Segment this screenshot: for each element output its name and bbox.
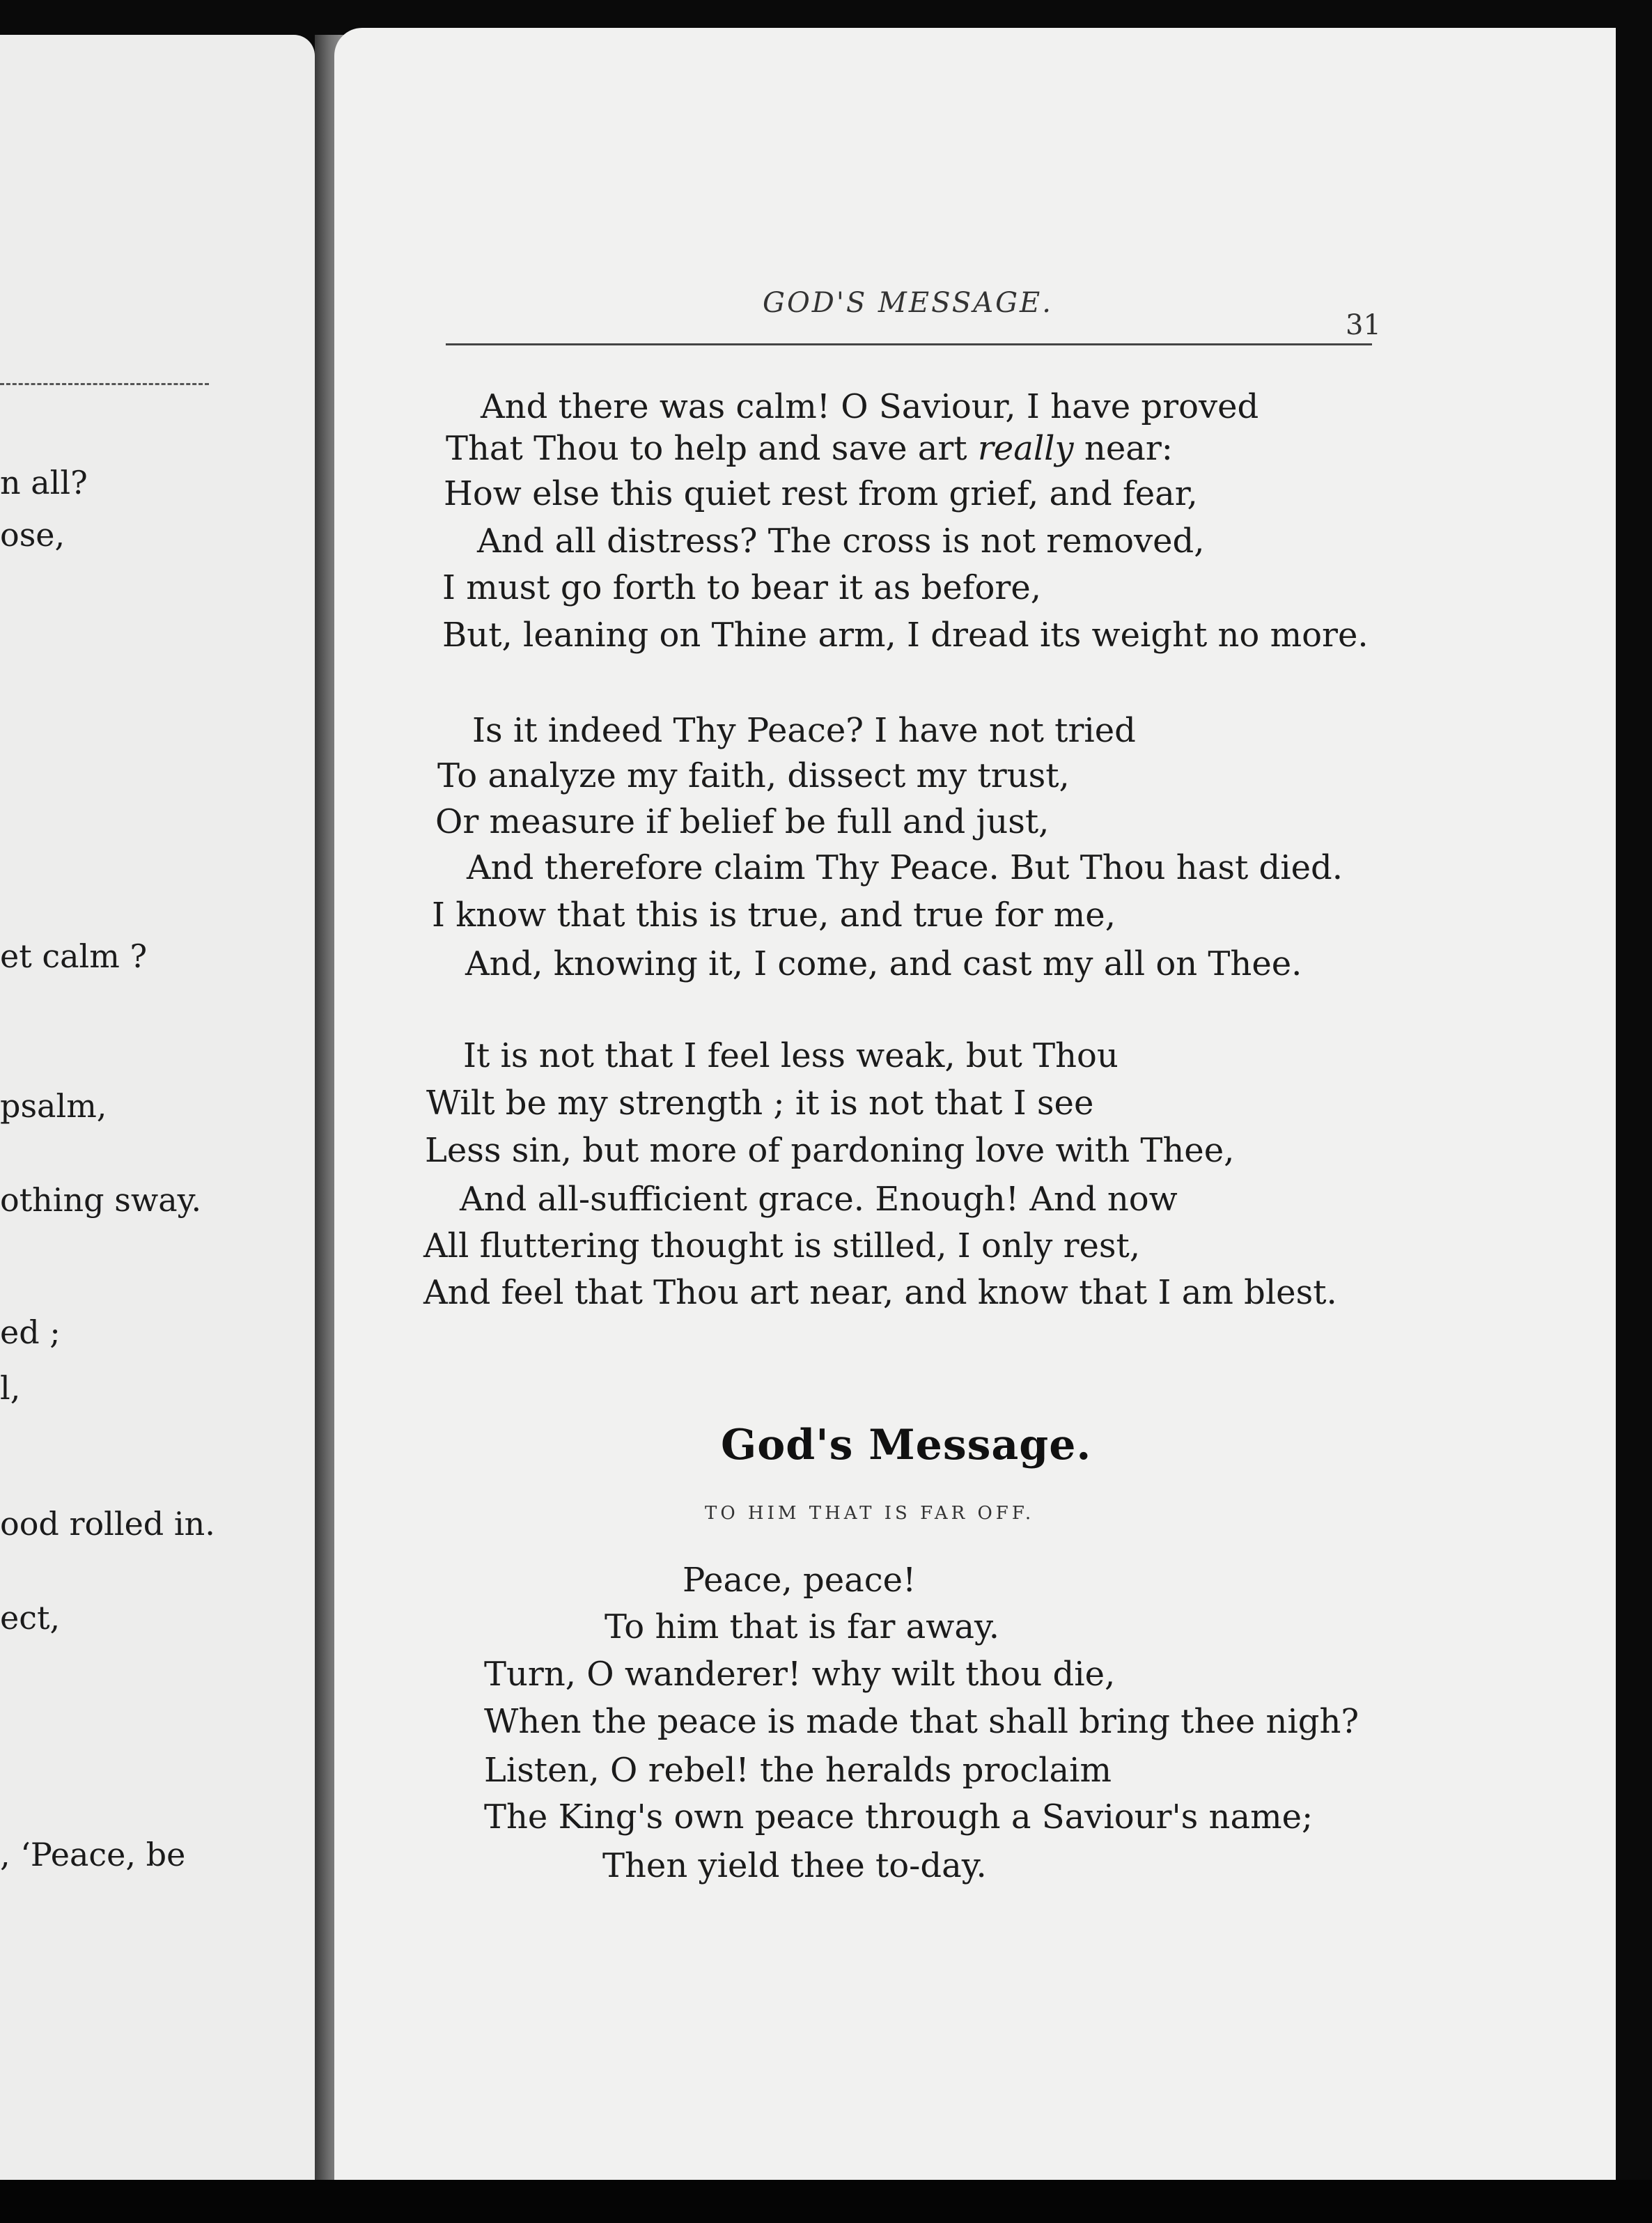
poem-title: God's Message. (721, 1421, 1092, 1469)
poem-line-7: Then yield thee to-day. (602, 1846, 987, 1885)
left-page (0, 35, 315, 2181)
poem-subtitle: TO HIM THAT IS FAR OFF. (705, 1503, 1035, 1524)
left-page-line: ect, (0, 1599, 61, 1637)
left-page-line: othing sway. (0, 1181, 202, 1219)
stanza-3-line-5: All fluttering thought is stilled, I only rest, (423, 1226, 1141, 1265)
left-page-line: ood rolled in. (0, 1505, 215, 1543)
stanza-1-line-1: And there was calm! O Saviour, I have proved (481, 387, 1259, 426)
stanza-2-line-6: And, knowing it, I come, and cast my all on Thee. (465, 944, 1302, 983)
stanza-2-line-3: Or measure if belief be full and just, (435, 802, 1050, 841)
poem-line-5: Listen, O rebel! the heralds proclaim (484, 1751, 1112, 1790)
stanza-3-line-4: And all-sufficient grace. Enough! And now (460, 1180, 1178, 1219)
stanza-3-line-2: Wilt be my strength ; it is not that I see (426, 1084, 1094, 1123)
stanza-2-line-5: I know that this is true, and true for me, (432, 896, 1116, 935)
left-page-line: psalm, (0, 1087, 107, 1125)
poem-line-1: Peace, peace! (683, 1561, 917, 1600)
stanza-1-line-4: And all distress? The cross is not removed, (477, 522, 1205, 561)
poem-line-6: The King's own peace through a Saviour's name; (484, 1797, 1314, 1836)
stanza-2-line-4: And therefore claim Thy Peace. But Thou hast died. (467, 848, 1343, 887)
left-page-line: ose, (0, 516, 65, 554)
right-page-edge (1616, 28, 1652, 2180)
poem-line-2: To him that is far away. (605, 1607, 999, 1646)
header-rule (446, 343, 1372, 345)
stanza-2-line-1: Is it indeed Thy Peace? I have not tried (472, 711, 1136, 750)
poem-line-3: Turn, O wanderer! why wilt thou die, (484, 1655, 1116, 1694)
stanza-1-line-6: But, leaning on Thine arm, I dread its weight no more. (442, 616, 1369, 655)
scan-bottom-edge (0, 2180, 1652, 2223)
left-page-line: et calm ? (0, 937, 148, 975)
left-page-line: n all? (0, 464, 88, 501)
running-header: GOD'S MESSAGE. (763, 287, 1053, 319)
left-page-rule (0, 383, 209, 385)
left-page-line: , ‘Peace, be (0, 1836, 186, 1873)
stanza-1-line-3: How else this quiet rest from grief, and fear, (444, 474, 1198, 513)
left-page-line: ed ; (0, 1313, 61, 1351)
stanza-3-line-6: And feel that Thou art near, and know that I am blest. (423, 1273, 1337, 1312)
stanza-3-line-3: Less sin, but more of pardoning love with Thee, (425, 1131, 1235, 1170)
stanza-3-line-1: It is not that I feel less weak, but Thou (463, 1036, 1119, 1075)
left-page-line: l, (0, 1369, 21, 1407)
page-number: 31 (1346, 309, 1381, 341)
stanza-1-line-2: That Thou to help and save art really near: (446, 429, 1173, 468)
stanza-2-line-2: To analyze my faith, dissect my trust, (437, 756, 1070, 795)
poem-line-4: When the peace is made that shall bring thee nigh? (484, 1702, 1359, 1741)
stanza-1-line-5: I must go forth to bear it as before, (442, 568, 1041, 607)
